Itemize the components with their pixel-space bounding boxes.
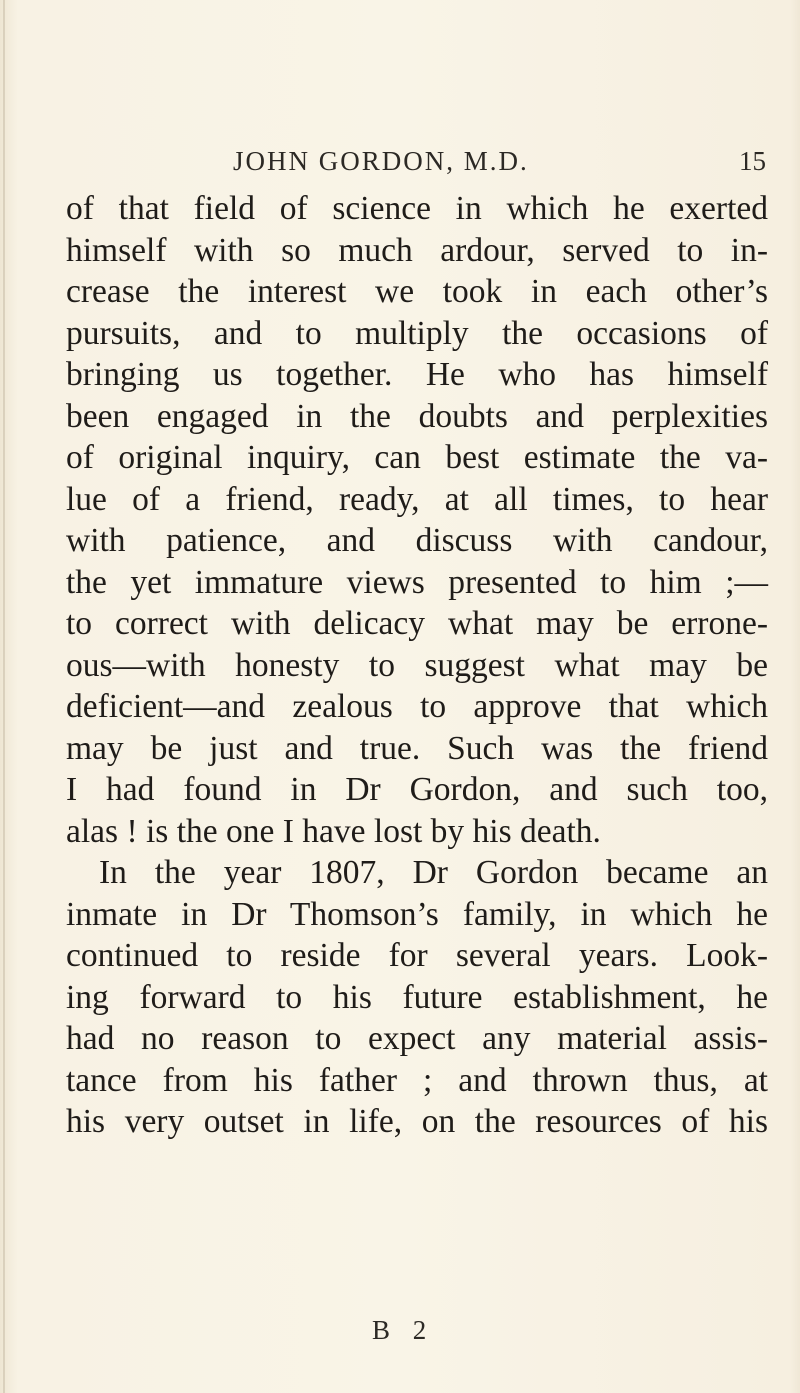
text-line: continued to reside for several years. Look- (66, 937, 768, 974)
text-line: been engaged in the doubts and perplexities (66, 397, 768, 435)
text-line: inmate in Dr Thomson’s family, in which he (66, 895, 768, 933)
text-line: crease the interest we took in each other’s (66, 273, 768, 310)
text-line: ing forward to his future establishment, he (66, 978, 768, 1016)
body-text (66, 188, 768, 1143)
running-head (66, 146, 766, 186)
text-line: ous—with honesty to suggest what may be (66, 646, 768, 684)
text-line: the yet immature views presented to him ;— (66, 563, 768, 601)
text-line: alas ! is the one I have lost by his death. (66, 812, 601, 850)
text-line: with patience, and discuss with candour, (66, 522, 768, 559)
text-line: of original inquiry, can best estimate the va- (66, 439, 768, 476)
text-line: his very outset in life, on the resources of his (66, 1103, 768, 1140)
text-line: of that field of science in which he exerted (66, 190, 768, 227)
text-line: had no reason to expect any material assis- (66, 1020, 768, 1057)
text-line: may be just and true. Such was the friend (66, 729, 768, 767)
page-number: 15 (739, 146, 766, 176)
page-gutter-edge (3, 0, 5, 1393)
paragraph (66, 852, 768, 1143)
text-line: to correct with delicacy what may be errone- (66, 605, 768, 642)
text-line: bringing us together. He who has himself (66, 356, 768, 393)
text-line: pursuits, and to multiply the occasions of (66, 314, 768, 352)
text-line: himself with so much ardour, served to in- (66, 231, 768, 269)
text-line: deficient—and zealous to approve that which (66, 688, 768, 725)
text-line: In the year 1807, Dr Gordon became an (99, 854, 768, 891)
text-line: tance from his father ; and thrown thus, at (66, 1061, 768, 1099)
text-line: I had found in Dr Gordon, and such too, (66, 771, 768, 808)
signature-mark: B 2 (372, 1315, 435, 1345)
paragraph (66, 188, 768, 852)
text-line: lue of a friend, ready, at all times, to hear (66, 480, 768, 518)
running-head-title: JOHN GORDON, M.D. (233, 146, 529, 176)
